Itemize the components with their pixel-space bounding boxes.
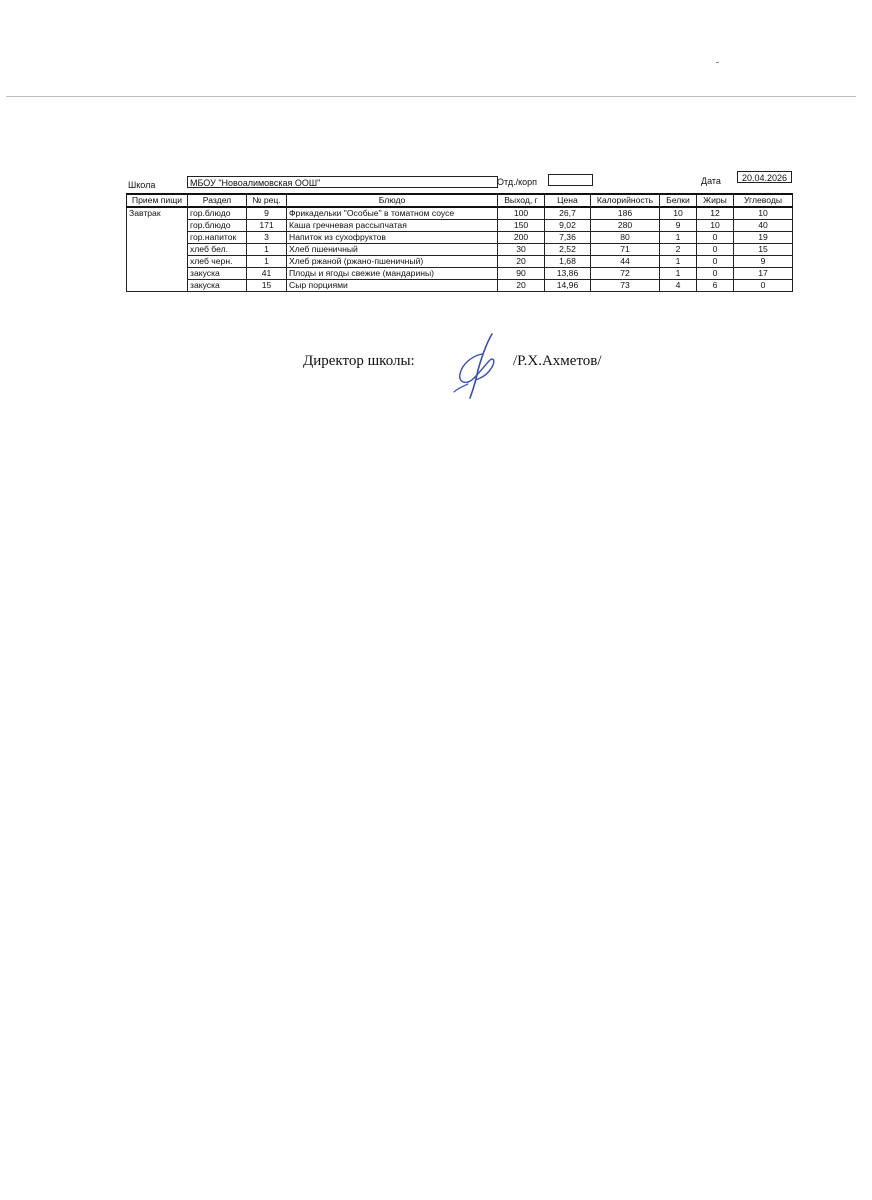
cell-section: закуска bbox=[188, 268, 247, 280]
cell-recipe-no: 9 bbox=[247, 207, 287, 220]
cell-calories: 72 bbox=[591, 268, 660, 280]
cell-price: 9,02 bbox=[545, 220, 591, 232]
cell-carbs: 40 bbox=[734, 220, 793, 232]
cell-protein: 10 bbox=[660, 207, 697, 220]
table-row bbox=[127, 232, 793, 244]
cell-yield: 200 bbox=[498, 232, 545, 244]
signature-scribble bbox=[446, 330, 512, 400]
table-row bbox=[127, 244, 793, 256]
cell-price: 13,86 bbox=[545, 268, 591, 280]
cell-dish: Хлеб ржаной (ржано-пшеничный) bbox=[287, 256, 498, 268]
cell-carbs: 17 bbox=[734, 268, 793, 280]
cell-price: 14,96 bbox=[545, 280, 591, 292]
cell-protein: 1 bbox=[660, 232, 697, 244]
cell-recipe-no: 1 bbox=[247, 244, 287, 256]
cell-dish: Каша гречневая рассыпчатая bbox=[287, 220, 498, 232]
cell-section: гор.напиток bbox=[188, 232, 247, 244]
cell-calories: 80 bbox=[591, 232, 660, 244]
dept-label: Отд./корп bbox=[497, 177, 537, 187]
table-row bbox=[127, 256, 793, 268]
cell-fat: 6 bbox=[697, 280, 734, 292]
cell-dish: Плоды и ягоды свежие (мандарины) bbox=[287, 268, 498, 280]
cell-yield: 20 bbox=[498, 280, 545, 292]
table-row bbox=[127, 207, 793, 220]
cell-fat: 0 bbox=[697, 268, 734, 280]
table-header-row bbox=[127, 194, 793, 207]
cell-recipe-no: 15 bbox=[247, 280, 287, 292]
cell-calories: 280 bbox=[591, 220, 660, 232]
scan-edge-line bbox=[6, 96, 856, 97]
cell-yield: 90 bbox=[498, 268, 545, 280]
col-header-fat: Жиры bbox=[697, 194, 734, 207]
cell-dish: Хлеб пшеничный bbox=[287, 244, 498, 256]
meal-cell: Завтрак bbox=[127, 207, 188, 292]
cell-section: гор.блюдо bbox=[188, 207, 247, 220]
table-row bbox=[127, 268, 793, 280]
cell-fat: 10 bbox=[697, 220, 734, 232]
cell-fat: 0 bbox=[697, 244, 734, 256]
cell-calories: 73 bbox=[591, 280, 660, 292]
cell-protein: 4 bbox=[660, 280, 697, 292]
col-header-protein: Белки bbox=[660, 194, 697, 207]
cell-protein: 1 bbox=[660, 268, 697, 280]
col-header-section: Раздел bbox=[188, 194, 247, 207]
school-name-field: МБОУ "Новоалимовская ООШ" bbox=[187, 176, 498, 188]
cell-protein: 1 bbox=[660, 256, 697, 268]
date-label: Дата bbox=[701, 176, 721, 186]
director-name: /Р.Х.Ахметов/ bbox=[513, 353, 602, 369]
school-label: Школа bbox=[128, 180, 156, 190]
dept-field bbox=[548, 174, 593, 186]
col-header-carbs: Углеводы bbox=[734, 194, 793, 207]
cell-protein: 2 bbox=[660, 244, 697, 256]
cell-yield: 30 bbox=[498, 244, 545, 256]
cell-price: 7,36 bbox=[545, 232, 591, 244]
table-row bbox=[127, 280, 793, 292]
table-row bbox=[127, 220, 793, 232]
col-header-recipe-no: № рец. bbox=[247, 194, 287, 207]
cell-dish: Напиток из сухофруктов bbox=[287, 232, 498, 244]
cell-recipe-no: 3 bbox=[247, 232, 287, 244]
scan-speck bbox=[716, 62, 719, 63]
cell-yield: 150 bbox=[498, 220, 545, 232]
cell-yield: 20 bbox=[498, 256, 545, 268]
col-header-calories: Калорийность bbox=[591, 194, 660, 207]
cell-recipe-no: 1 bbox=[247, 256, 287, 268]
date-field: 20.04.2026 bbox=[737, 171, 792, 183]
col-header-price: Цена bbox=[545, 194, 591, 207]
cell-section: гор.блюдо bbox=[188, 220, 247, 232]
col-header-yield: Выход, г bbox=[498, 194, 545, 207]
cell-yield: 100 bbox=[498, 207, 545, 220]
cell-price: 2,52 bbox=[545, 244, 591, 256]
cell-recipe-no: 171 bbox=[247, 220, 287, 232]
cell-section: закуска bbox=[188, 280, 247, 292]
cell-section: хлеб бел. bbox=[188, 244, 247, 256]
col-header-meal: Прием пищи bbox=[127, 194, 188, 207]
cell-carbs: 10 bbox=[734, 207, 793, 220]
cell-carbs: 0 bbox=[734, 280, 793, 292]
cell-price: 26,7 bbox=[545, 207, 591, 220]
cell-calories: 44 bbox=[591, 256, 660, 268]
menu-table bbox=[126, 193, 793, 292]
cell-calories: 71 bbox=[591, 244, 660, 256]
cell-fat: 12 bbox=[697, 207, 734, 220]
cell-recipe-no: 41 bbox=[247, 268, 287, 280]
cell-dish: Фрикадельки "Особые" в томатном соусе bbox=[287, 207, 498, 220]
cell-carbs: 19 bbox=[734, 232, 793, 244]
cell-dish: Сыр порциями bbox=[287, 280, 498, 292]
cell-carbs: 15 bbox=[734, 244, 793, 256]
cell-price: 1,68 bbox=[545, 256, 591, 268]
cell-section: хлеб черн. bbox=[188, 256, 247, 268]
cell-calories: 186 bbox=[591, 207, 660, 220]
director-label: Директор школы: bbox=[303, 353, 415, 369]
cell-protein: 9 bbox=[660, 220, 697, 232]
cell-fat: 0 bbox=[697, 232, 734, 244]
cell-fat: 0 bbox=[697, 256, 734, 268]
col-header-dish: Блюдо bbox=[287, 194, 498, 207]
cell-carbs: 9 bbox=[734, 256, 793, 268]
